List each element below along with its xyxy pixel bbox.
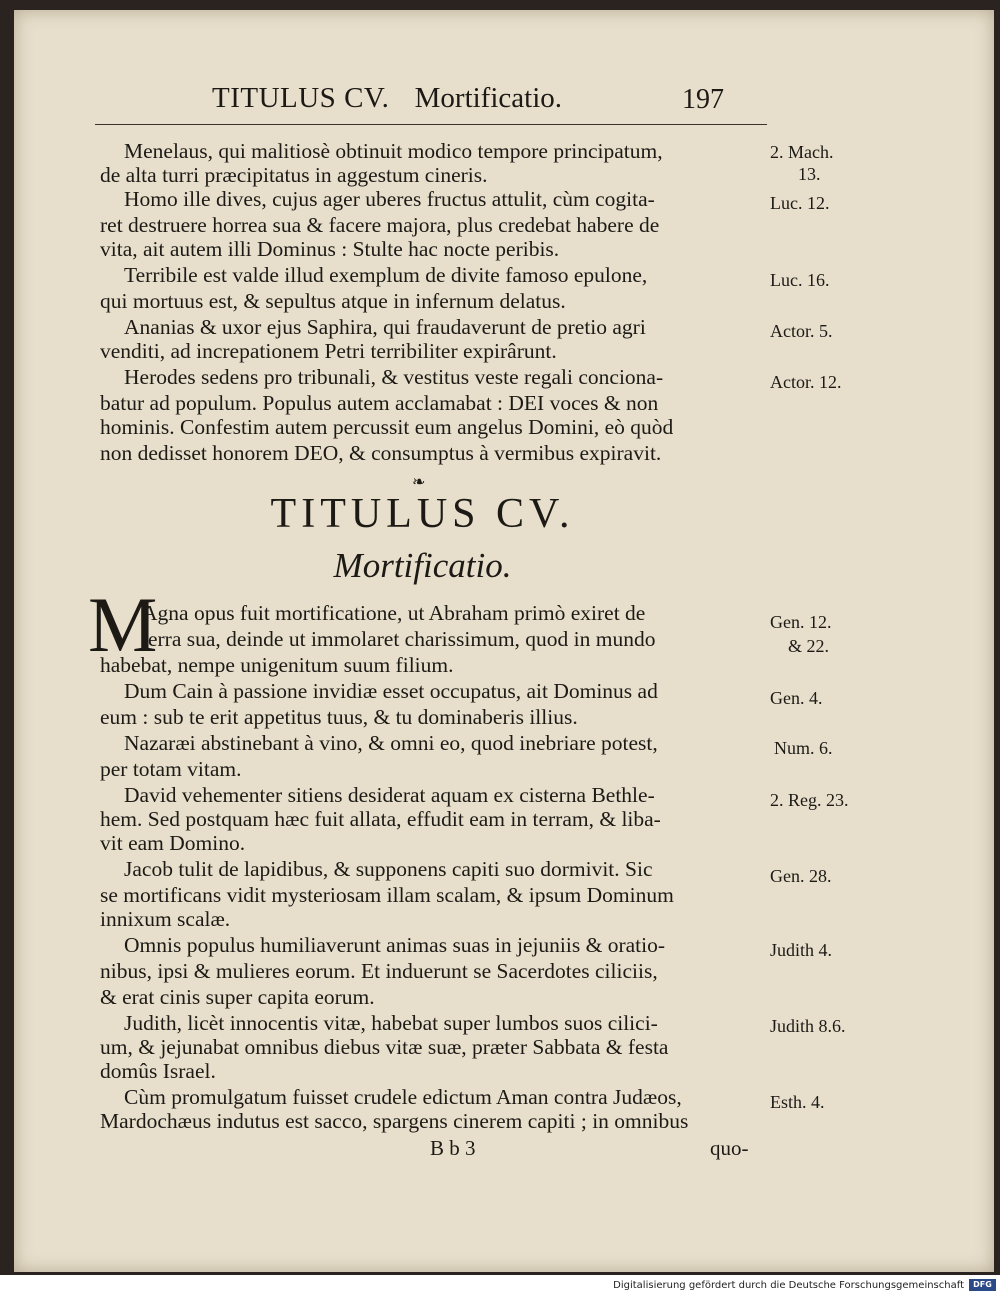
margin-note: Gen. 12. <box>770 612 832 632</box>
margin-note: 2. Reg. 23. <box>770 790 849 810</box>
text-line: David vehementer sitiens desiderat aquam ex cisterna Bethle- <box>124 783 655 807</box>
text-line: venditi, ad increpationem Petri terribiliter expirârunt. <box>100 339 557 363</box>
margin-note: & 22. <box>788 636 830 656</box>
text-line: Herodes sedens pro tribunali, & vestitus veste regali conciona- <box>124 365 664 389</box>
text-line: Dum Cain à passione invidiæ esset occupatus, ait Dominus ad <box>124 679 658 703</box>
text-line: Judith, licèt innocentis vitæ, habebat super lumbos suos cilici- <box>124 1011 658 1035</box>
text-line: domûs Israel. <box>100 1059 216 1083</box>
margin-note: Actor. 12. <box>770 372 842 392</box>
text-line: se mortificans vidit mysteriosam illam scalam, & ipsum Dominum <box>100 883 674 907</box>
footer-credit: Digitalisierung gefördert durch die Deutsche Forschungsgemeinschaft <box>613 1280 964 1291</box>
page-number: 197 <box>682 84 724 115</box>
margin-note: Judith 4. <box>770 940 833 960</box>
text-line: & erat cinis super capita eorum. <box>100 985 375 1009</box>
text-line: Jacob tulit de lapidibus, & supponens capiti suo dormivit. Sic <box>124 857 653 881</box>
text-line: um, & jejunabat omnibus diebus vitæ suæ, præter Sabbata & festa <box>100 1035 669 1059</box>
text-line: Agna opus fuit mortificatione, ut Abraham primò exiret de <box>142 601 646 625</box>
margin-note: Esth. 4. <box>770 1092 825 1112</box>
section-heading: TITULUS CV. <box>270 491 575 537</box>
text-line: Ananias & uxor ejus Saphira, qui fraudaverunt de pretio agri <box>124 315 646 339</box>
margin-note: 13. <box>798 164 821 184</box>
text-line: terra sua, deinde ut immolaret charissimum, quod in mundo <box>142 627 656 651</box>
text-line: hem. Sed postquam hæc fuit allata, effudit eam in terram, & liba- <box>100 807 661 831</box>
text-line: per totam vitam. <box>100 757 242 781</box>
text-line: de alta turri præcipitatus in aggestum cineris. <box>100 163 488 187</box>
running-head-subject: Mortificatio. <box>414 82 563 114</box>
text-line: innixum scalæ. <box>100 907 231 931</box>
running-head-title: TITULUS CV. <box>212 82 390 114</box>
catchword: quo- <box>710 1136 749 1160</box>
running-head <box>212 82 562 115</box>
text-line: vit eam Domino. <box>100 831 246 855</box>
margin-note: 2. Mach. <box>770 142 834 162</box>
text-line: vita, ait autem illi Dominus : Stulte hac nocte peribis. <box>100 237 560 261</box>
text-line: qui mortuus est, & sepultus atque in infernum delatus. <box>100 289 566 313</box>
text-line: Nazaræi abstinebant à vino, & omni eo, quod inebriare potest, <box>124 731 658 755</box>
margin-note: Judith 8.6. <box>770 1016 846 1036</box>
text-line: eum : sub te erit appetitus tuus, & tu dominaberis illius. <box>100 705 578 729</box>
text-line: Menelaus, qui malitiosè obtinuit modico tempore principatum, <box>124 139 663 163</box>
text-line: non dedisset honorem DEO, & consumptus à vermibus expiravit. <box>100 441 662 465</box>
margin-note: Actor. 5. <box>770 321 833 341</box>
text-line: Omnis populus humiliaverunt animas suas in jejuniis & oratio- <box>124 933 666 957</box>
margin-note: Num. 6. <box>774 738 833 758</box>
text-line: Cùm promulgatum fuisset crudele edictum Aman contra Judæos, <box>124 1085 682 1109</box>
text-line: ret destruere horrea sua & facere majora, plus credebat habere de <box>100 213 660 237</box>
margin-note: Luc. 16. <box>770 270 830 290</box>
text-line: hominis. Confestim autem percussit eum angelus Domini, eò quòd <box>100 415 674 439</box>
section-subheading: Mortificatio. <box>333 546 512 585</box>
dfg-logo: DFG <box>969 1279 996 1291</box>
text-line: Homo ille dives, cujus ager uberes fructus attulit, cùm cogita- <box>124 187 655 211</box>
signature-mark: B b 3 <box>430 1136 476 1160</box>
header-rule <box>95 124 767 125</box>
ornament-mark: ❧ <box>412 472 426 491</box>
margin-note: Gen. 28. <box>770 866 832 886</box>
text-line: Terribile est valde illud exemplum de divite famoso epulone, <box>124 263 648 287</box>
text-line: habebat, nempe unigenitum suum filium. <box>100 653 454 677</box>
margin-note: Luc. 12. <box>770 193 830 213</box>
drop-cap: M <box>88 581 158 668</box>
margin-note: Gen. 4. <box>770 688 823 708</box>
text-line: batur ad populum. Populus autem acclamabat : DEI voces & non <box>100 391 659 415</box>
text-line: Mardochæus indutus est sacco, spargens cinerem capiti ; in omnibus <box>100 1109 689 1133</box>
text-line: nibus, ipsi & mulieres eorum. Et induerunt se Sacerdotes ciliciis, <box>100 959 658 983</box>
